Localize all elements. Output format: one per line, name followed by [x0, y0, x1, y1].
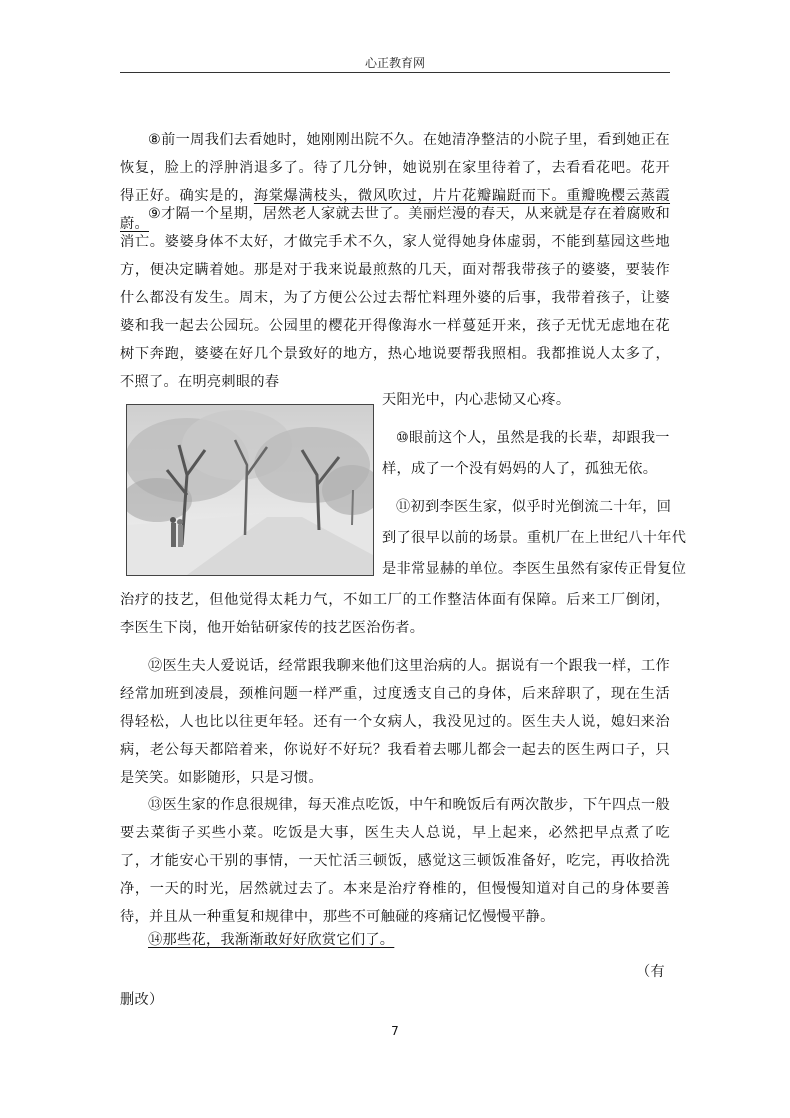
paragraph-8-underlined: 海棠爆满枝头，微风吹过，片片花瓣蹁跹而下。重瓣晚樱云蒸霞蔚。 [120, 188, 671, 232]
paragraph-11-line-1: ⑪初到李医生家，似乎时光倒流二十年，回 [396, 499, 672, 515]
header-rule [120, 72, 670, 73]
page-number: 7 [391, 1024, 399, 1038]
paragraph-11-line-3: 是非常显赫的单位。李医生虽然有家传正骨复位 [382, 561, 687, 577]
paragraph-14-underlined: ⑭那些花，我渐渐敢好好欣赏它们了。 [148, 932, 395, 948]
paragraph-9: ⑨才隔一个星期，居然老人家就去世了。美丽烂漫的春天，从来就是存在着腐败和消亡。婆婆身体不太好，才做完手术不久，家人觉得她身体虚弱，不能到墓园这些地方，便决定瞒着她。那是对于我来说最煎熬的几天，面对帮我带孩子的婆婆，要装作什么都没有发生。周末，为了方便公公过去帮忙料理外婆的后事，我带着孩子，让婆婆和我一起去公园玩。公园里的樱花开得像海水一样蔓延开来，孩子无忧无虑地在花树下奔跑，婆婆在好几个景致好的地方，热心地说要帮我照相。我都推说人太多了，不照了。在明亮刺眼的春 [120, 206, 670, 390]
paragraph-11-rest: 治疗的技艺，但他觉得太耗力气，不如工厂的工作整洁体面有保障。后来工厂倒闭，李医生下岗，他开始钻研家传的技艺医治伤者。 [120, 592, 670, 636]
paragraph-10-line-1: ⑩眼前这个人，虽然是我的长辈，却跟我一 [396, 430, 670, 446]
cherry-blossom-illustration [126, 404, 374, 576]
park-scene-image [127, 405, 373, 575]
page-header: 心正教育网 [364, 56, 425, 70]
revision-note-part-1: （有 [636, 964, 665, 980]
paragraph-13: ⑬医生家的作息很规律，每天准点吃饭，中午和晚饭后有两次散步，下午四点一般要去菜街子买些小菜。吃饭是大事，医生夫人总说，早上起来，必然把早点煮了吃了，才能安心干别的事情，一天忙活三顿饭，感觉这三顿饭准备好，吃完，再收拾洗净，一天的时光，居然就过去了。本来是治疗脊椎的，但慢慢知道对自己的身体要善待，并且从一种重复和规律中，那些不可触碰的疼痛记忆慢慢平静。 [120, 797, 670, 925]
paragraph-10-line-2: 样，成了一个没有妈妈的人了，孤独无依。 [382, 461, 658, 477]
paragraph-11-line-2: 到了很早以前的场景。重机厂在上世纪八十年代 [382, 530, 687, 546]
revision-note-part-2: 删改） [120, 992, 164, 1008]
paragraph-8-text: ⑧前一周我们去看她时，她刚刚出院不久。在她清净整洁的小院子里，看到她正在恢复，脸上的浮肿消退多了。待了几分钟，她说别在家里待着了，去看看花吧。花开得正好。确实是的， [120, 132, 670, 204]
paragraph-12: ⑫医生夫人爱说话，经常跟我聊来他们这里治病的人。据说有一个跟我一样，工作经常加班到凌晨，颈椎问题一样严重，过度透支自己的身体，后来辞职了，现在生活得轻松，人也比以往更年轻。还有一个女病人，我没见过的。医生夫人说，媳妇来治病，老公每天都陪着来，你说好不好玩？我看着去哪儿都会一起去的医生两口子，只是笑笑。如影随形，只是习惯。 [120, 658, 670, 786]
paragraph-14 [120, 926, 670, 954]
paragraph-9-tail: 天阳光中，内心悲恸又心疼。 [382, 392, 571, 408]
